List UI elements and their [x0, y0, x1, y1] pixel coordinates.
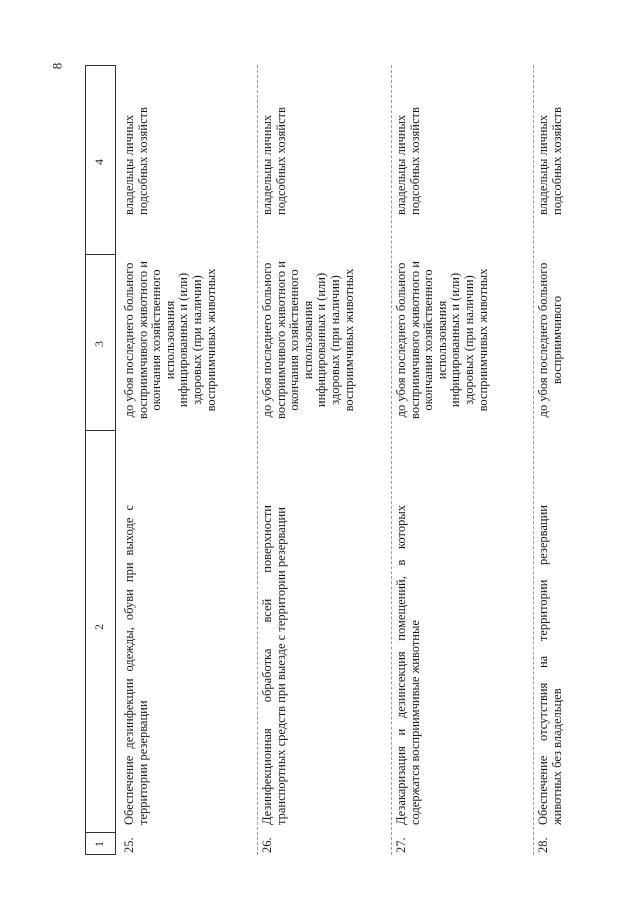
- page-number: 8: [49, 62, 65, 70]
- row-responsible: владельцы личных подсобных хозяйств: [122, 107, 150, 215]
- row-number: 28.: [536, 837, 550, 853]
- row-number: 25.: [122, 837, 136, 853]
- header-divider: [85, 254, 115, 255]
- column-header: 1: [92, 841, 106, 847]
- column-header: 2: [92, 624, 106, 630]
- row-term: до убоя последнего больного восприимчивого животного и окончания хозяйственного использования инфицированных и (или) здоровых (при наличии) восприимчивых животных: [260, 261, 356, 419]
- row-responsible: владельцы личных подсобных хозяйств: [394, 107, 422, 215]
- row-responsible: владельцы личных подсобных хозяйств: [260, 107, 288, 215]
- row-responsible: владельцы личных подсобных хозяйств: [536, 107, 564, 215]
- row-description: Обеспечение отсутствия на территории резервации животных без владельцев: [536, 505, 564, 825]
- header-divider: [85, 832, 115, 833]
- header-divider: [85, 430, 115, 431]
- row-number: 27.: [394, 837, 408, 853]
- row-description: Дезинфекционная обработка всей поверхности транспортных средств при выезде с территории резервации: [260, 505, 288, 825]
- row-term: до убоя последнего больного восприимчивого животного и окончания хозяйственного использования инфицированных и (или) здоровых (при наличии) восприимчивых животных: [394, 261, 490, 419]
- column-header: 3: [92, 341, 106, 347]
- row-term: до убоя последнего больного восприимчивого животного и окончания хозяйственного использования инфицированных и (или) здоровых (при наличии) восприимчивых животных: [122, 261, 218, 419]
- row-separator: [391, 65, 392, 855]
- row-description: Дезакаризация и дезинсекция помещений, в которых содержатся восприимчивые животные: [394, 505, 422, 825]
- column-header: 4: [92, 159, 106, 165]
- row-separator: [533, 65, 534, 855]
- row-description: Обеспечение дезинфекции одежды, обуви при выходе с территории резервации: [122, 505, 150, 825]
- table-top-border: [85, 65, 86, 855]
- row-number: 26.: [260, 837, 274, 853]
- header-bottom-border: [115, 65, 116, 855]
- row-separator: [257, 65, 258, 855]
- header-divider: [85, 854, 115, 855]
- rotated-table: [85, 65, 585, 855]
- header-divider: [85, 65, 115, 66]
- row-term: до убоя последнего больного восприимчивого: [536, 262, 564, 418]
